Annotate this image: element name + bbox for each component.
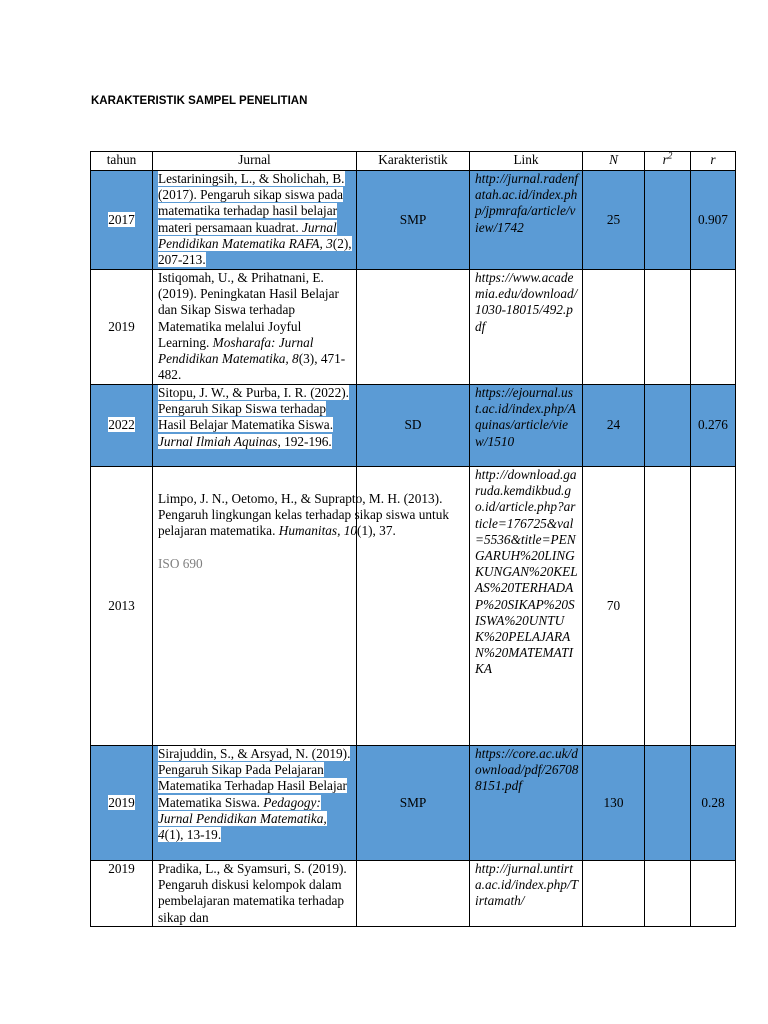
- jurnal-source: Jurnal Pendidikan Matematika RAFA, 3: [158, 219, 337, 251]
- table-row: [91, 270, 736, 385]
- header-r2: [645, 152, 691, 171]
- cell-n: [583, 270, 645, 385]
- cell-r: [691, 861, 736, 927]
- cell-link[interactable]: https://ejournal.ust.ac.id/index.php/Aquinas/article/view/1510: [470, 385, 583, 467]
- cell-link[interactable]: https://core.ac.uk/download/pdf/267088151.pdf: [470, 746, 583, 861]
- cell-jurnal: [153, 270, 357, 385]
- cell-jurnal: [153, 861, 357, 927]
- jurnal-authors: Sitopu, J. W., & Purba, I. R. (2022). Pengaruh Sikap Siswa terhadap Hasil Belajar Matematika Siswa.: [158, 385, 349, 433]
- cell-r2: [645, 385, 691, 467]
- jurnal-source: Humanitas, 10: [278, 523, 358, 539]
- cell-jurnal: [153, 746, 357, 861]
- cell-tahun: 2019: [91, 861, 153, 927]
- cell-tahun: 2019: [91, 270, 153, 385]
- header-r2-base: r: [662, 152, 668, 167]
- jurnal-authors: Limpo, J. N., Oetomo, H., & Suprapto, M. H. (2013). Pengaruh lingkungan kelas terhadap sikap siswa untuk pelajaran matematika.: [158, 491, 449, 539]
- jurnal-source: Jurnal Ilmiah Aquinas: [158, 433, 278, 449]
- header-r: r: [691, 152, 736, 171]
- jurnal-tail: (1), 13-19.: [164, 827, 222, 843]
- cell-karakteristik: SMP: [357, 171, 470, 270]
- citation-style-note: ISO 690: [158, 555, 203, 571]
- jurnal-source: Pedagogy: Jurnal Pendidikan Matematika, 4: [158, 794, 327, 843]
- cell-r2: [645, 171, 691, 270]
- table-row: [91, 467, 736, 746]
- table-row: [91, 746, 736, 861]
- cell-tahun-text: 2019: [108, 794, 135, 810]
- jurnal-tail: (2), 207-213.: [158, 235, 352, 268]
- cell-karakteristik: SMP: [357, 746, 470, 861]
- cell-r: 0.907: [691, 171, 736, 270]
- header-karakteristik: Karakteristik: [357, 152, 470, 171]
- cell-n: 130: [583, 746, 645, 861]
- sample-table: [90, 151, 736, 927]
- cell-karakteristik: [357, 861, 470, 927]
- header-tahun: tahun: [91, 152, 153, 171]
- jurnal-authors: Pradika, L., & Syamsuri, S. (2019). Pengaruh diskusi kelompok dalam pembelajaran matematika terhadap sikap dan: [158, 861, 347, 925]
- cell-n: 70: [583, 467, 645, 746]
- header-link: Link: [470, 152, 583, 171]
- cell-link[interactable]: http://jurnal.untirta.ac.id/index.php/Tirtamath/: [470, 861, 583, 927]
- table-row: [91, 171, 736, 270]
- cell-tahun: [91, 385, 153, 467]
- cell-r: 0.28: [691, 746, 736, 861]
- cell-jurnal: [153, 385, 357, 467]
- cell-r2: [645, 270, 691, 385]
- cell-n: 25: [583, 171, 645, 270]
- cell-r: [691, 467, 736, 746]
- jurnal-tail: , 192-196.: [277, 433, 332, 449]
- header-n: N: [583, 152, 645, 171]
- cell-karakteristik: SD: [357, 385, 470, 467]
- cell-tahun: [91, 171, 153, 270]
- jurnal-tail: (1), 37.: [357, 523, 396, 539]
- cell-tahun: [91, 746, 153, 861]
- cell-r2: [645, 467, 691, 746]
- cell-n: [583, 861, 645, 927]
- cell-link[interactable]: https://www.academia.edu/download/1030-18015/492.pdf: [470, 270, 583, 385]
- header-row: [91, 152, 736, 171]
- cell-jurnal: [153, 467, 449, 746]
- header-jurnal: Jurnal: [153, 152, 357, 171]
- jurnal-source: Mosharafa: Jurnal Pendidikan Matematika, 8: [158, 334, 314, 367]
- table-row: [91, 861, 736, 927]
- jurnal-authors: Sirajuddin, S., & Arsyad, N. (2019). Pengaruh Sikap Pada Pelajaran Matematika Terhadap Hasil Belajar Matematika Siswa.: [158, 746, 351, 810]
- cell-link[interactable]: http://download.garuda.kemdikbud.go.id/article.php?article=176725&val=5536&title=PENGARUH%20LINGKUNGAN%20KELAS%20TERHADAP%20SIKAP%20SISWA%20UNTUK%20PELAJARAN%20MATEMATIKA: [470, 467, 583, 746]
- jurnal-authors: Lestariningsih, L., & Sholichah, B. (2017). Pengaruh sikap siswa pada matematika terhadap hasil belajar materi persamaan kuadrat.: [158, 171, 345, 235]
- cell-n: 24: [583, 385, 645, 467]
- cell-karakteristik: [357, 270, 470, 385]
- cell-jurnal: [153, 171, 357, 270]
- cell-link[interactable]: http://jurnal.radenfatah.ac.id/index.php/jpmrafa/article/view/1742: [470, 171, 583, 270]
- table-row: [91, 385, 736, 467]
- cell-r: [691, 270, 736, 385]
- page-title: KARAKTERISTIK SAMPEL PENELITIAN: [91, 95, 308, 107]
- cell-tahun-text: 2022: [108, 417, 135, 433]
- header-r2-superscript: 2: [667, 151, 673, 161]
- cell-r: 0.276: [691, 385, 736, 467]
- cell-r2: [645, 861, 691, 927]
- cell-tahun: 2013: [91, 467, 153, 746]
- cell-r2: [645, 746, 691, 861]
- jurnal-tail: (3), 471-482.: [158, 351, 346, 383]
- cell-tahun-text: 2017: [108, 211, 135, 227]
- jurnal-authors: Istiqomah, U., & Prihatnani, E. (2019). Peningkatan Hasil Belajar dan Sikap Siswa terhadap Matematika melalui Joyful Learning.: [158, 270, 339, 350]
